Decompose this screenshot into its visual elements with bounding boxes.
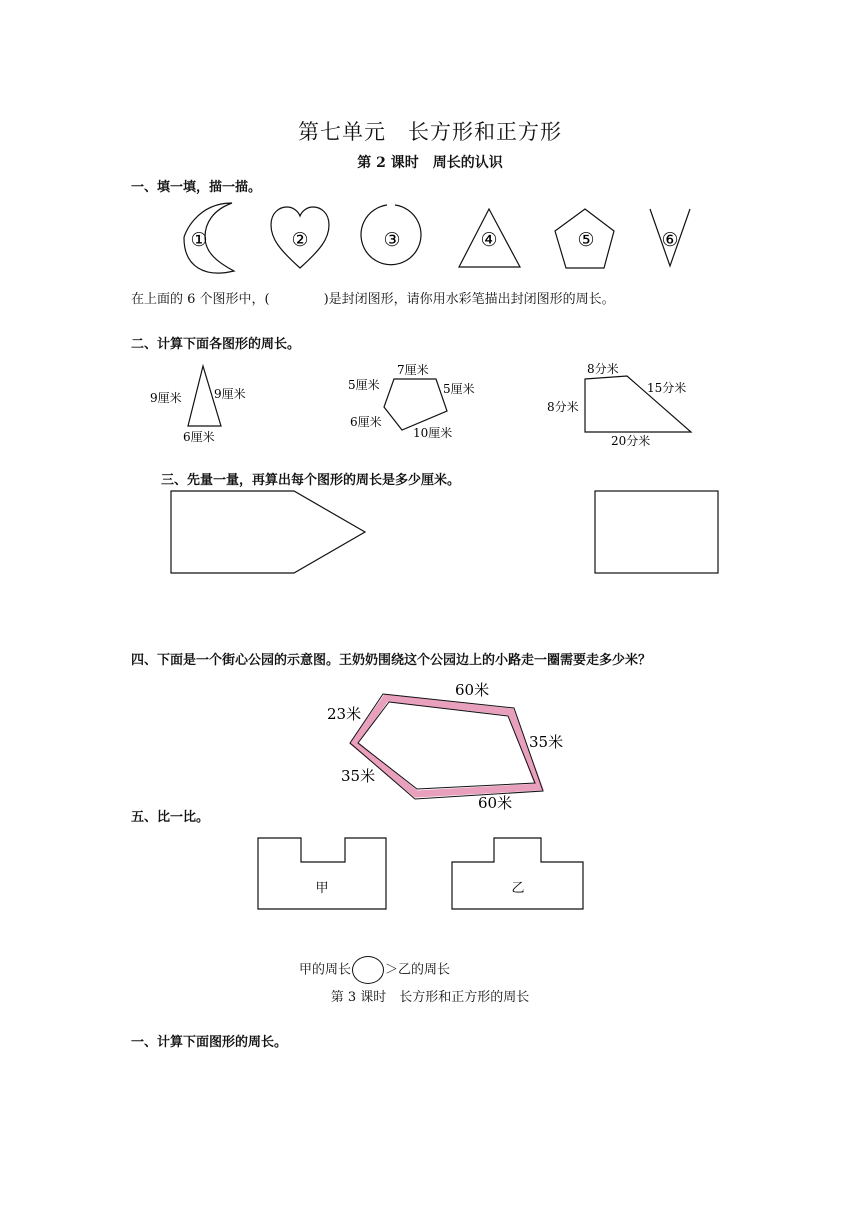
q2-tri-bottom: 6厘米 [183, 430, 215, 444]
shape-label-2: ② [291, 229, 309, 251]
q1-sentence-before: 在上面的 6 个图形中，( [131, 292, 270, 307]
unit-title: 第七单元 长方形和正方形 [298, 120, 562, 144]
q5-label-a: 甲 [315, 881, 329, 896]
shape-label-1: ① [190, 229, 208, 251]
q1-heading: 一、填一填，描一描。 [131, 180, 262, 195]
shape-label-6: ⑥ [661, 229, 679, 251]
q1-shapes [0, 195, 860, 280]
q5-compare [299, 956, 450, 984]
q1-sentence-after: )是封闭图形，请你用水彩笔描出封闭图形的周长。 [323, 292, 615, 307]
q2-pent-top: 7厘米 [397, 363, 429, 377]
q5-compare-left: 甲的周长 [299, 962, 352, 978]
q5-compare-circle[interactable] [352, 956, 384, 984]
q4-heading: 四、下面是一个街心公园的示意图。王奶奶围绕这个公园边上的小路走一圈需要走多少米？ [131, 653, 652, 668]
q2-pentagon [384, 379, 447, 430]
q2-trap-left: 8分米 [547, 400, 579, 414]
q2-pent-lower-left: 6厘米 [350, 415, 382, 429]
q3-shapes [0, 485, 860, 580]
q5-shape-a [258, 838, 386, 909]
q2-trap-top: 8分米 [587, 362, 619, 376]
q3-rectangle [595, 491, 718, 573]
q4-label-left-bottom: 35米 [341, 767, 376, 785]
q1-sentence [131, 288, 615, 307]
q2-pent-bottom: 10厘米 [413, 426, 453, 440]
q2-pent-upper-left: 5厘米 [348, 378, 380, 392]
q2-trap-slant: 15分米 [647, 381, 687, 395]
q4-park-diagram [0, 675, 860, 815]
q2-trap-bottom: 20分米 [611, 434, 651, 448]
shape-label-5: ⑤ [577, 229, 595, 251]
q2-heading: 二、计算下面各图形的周长。 [131, 337, 301, 352]
q4-label-top: 60米 [455, 681, 490, 699]
shape-label-4: ④ [480, 229, 498, 251]
q2-tri-left: 9厘米 [150, 391, 182, 405]
q2-pent-upper-right: 5厘米 [443, 382, 475, 396]
q5-compare-right: ＞乙的周长 [385, 962, 451, 978]
q5-label-b: 乙 [511, 881, 525, 896]
q4-label-right: 35米 [529, 733, 564, 751]
q4-label-left-top: 23米 [327, 705, 362, 723]
q5-shapes [0, 830, 860, 915]
shape-label-3: ③ [383, 229, 401, 251]
q2-tri-right: 9厘米 [214, 387, 246, 401]
lesson3-q1-heading: 一、计算下面图形的周长。 [131, 1035, 288, 1050]
q4-label-bottom: 60米 [478, 794, 513, 812]
q5-heading: 五、比一比。 [131, 810, 210, 825]
q2-shapes [0, 355, 860, 450]
q5-shape-b [452, 838, 583, 909]
q3-arrow-pentagon [171, 491, 365, 573]
lesson2-title: 第 2 课时 周长的认识 [357, 155, 503, 171]
q3-heading: 三、先量一量，再算出每个图形的周长是多少厘米。 [161, 473, 461, 488]
lesson3-title: 第 3 课时 长方形和正方形的周长 [330, 990, 530, 1005]
